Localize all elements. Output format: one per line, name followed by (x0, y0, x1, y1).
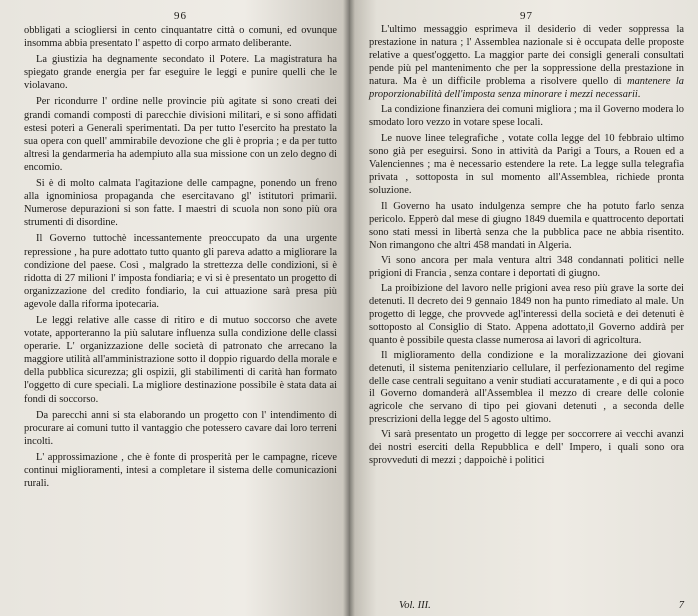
emphasized-text: mantenere la proporzionabilità dell'imposta senza minorare i mezzi necessarii (369, 75, 684, 100)
signature-mark: 7 (678, 599, 684, 611)
paragraph-text: L'ultimo messaggio esprimeva il desiderio di veder soppressa la prestazione in natura ; l' Assemblea nazionale si è occupata delle proposte relative a quest'oggetto. La maggior parte dei consigli generali consultati pende più pel mantenimento che per la soppressione della prestazione in natura. Ma è un difficile problema a risolvere quello di (369, 24, 684, 87)
volume-label: Vol. III. (399, 599, 431, 611)
right-page-body (369, 24, 684, 468)
paragraph: Si è di molto calmata l'agitazione delle campagne, ponendo un freno alla ignominiosa propaganda che esercitavano gl' istitutori primarii. Numerose depurazioni si son fatte. I maestri di scuola non sono più ora strumenti di disordine. (24, 178, 337, 229)
page-number-right: 97 (520, 10, 533, 22)
paragraph-text: . (637, 88, 641, 100)
paragraph: La proibizione del lavoro nelle prigioni avea reso più grave la sorte dei detenuti. Il decreto dei 9 gennaio 1849 non ha punto rimediato al male. Un progetto di legge, che provvede agl'interessi della società e dei detenuti è sottoposto al Consiglio di Stato. Appena adottato,il Governo addirà per quanto è possibile questa classe numerosa ai lavori di agricoltura. (369, 283, 684, 346)
paragraph: Da parecchi anni si sta elaborando un progetto con l' intendimento di procurare ai comuni tutto il vantaggio che potessero cavare dai loro terreni incolti. (24, 409, 337, 447)
page-footer (399, 599, 684, 612)
paragraph: L' approssimazione , che è fonte di prosperità per le campagne, riceve continui miglioramenti, intesi a completare il sistema delle comunicazioni rurali. (24, 451, 337, 490)
paragraph (369, 24, 684, 101)
paragraph: Vi sono ancora per mala ventura altri 348 condannati politici nelle prigioni di Francia , senza contare i deportati di giugno. (369, 255, 684, 280)
paragraph: Il Governo tuttochè incessantemente preoccupato da una urgente repressione , ha pure adottato tutto quanto gli pareva adatto a migliorare la condizione del paese. Così , malgrado la strettezza delle condizioni, si è ridotta di 27 milioni l' imposta fondiaria; e vi si è presentato un progetto di organizzazione del credito fondiario, la cui attuazione sarà presa più agevole dalla riforma ipotecaria. (24, 233, 337, 310)
paragraph: Le nuove linee telegrafiche , votate colla legge del 10 febbraio ultimo sono già per eseguirsi. Sono in attività da Parigi a Tours, a Rouen ed a Valenciennes ; ma è necessario estendere la rete. La legge sulla telegrafia privata , sottoposta in sul momento all'Assemblea, richiede pronta soluzione. (369, 133, 684, 196)
paragraph: Il miglioramento della condizione e la moralizzazione dei giovani detenuti, il sistema penitenziario cellulare, il perfezionamento del regime delle case centrali seguitano a venir studiati accuratamente , e di qui a poco il Governo domanderà all'Assemblea il mezzo di creare delle colonie agricole che servano di tipo pei giovani detenuti , a seconda delle prescrizioni della legge del 5 agosto ultimo. (369, 349, 684, 426)
left-page-body (24, 24, 337, 490)
paragraph: Per ricondurre l' ordine nelle provincie più agitate si sono creati dei grandi comandi composti di parecchie divisioni militari, e si sono affidati estesi poteri a Generali sperimentati. Da per tutto l'esercito ha prestato la sua opera con quell' ammirabile devozione che gli è propria ; e da per tutto altresì la gendarmeria ha adempiuto alla sua missione con un zelo degno di encomio. (24, 96, 337, 173)
right-page (349, 0, 698, 616)
paragraph: La giustizia ha degnamente secondato il Potere. La magistratura ha spiegato grande energia per far eseguire le leggi e punire quelli che le violavano. (24, 54, 337, 92)
paragraph: Vi sarà presentato un progetto di legge per soccorrere ai vecchi avanzi dei nostri eserciti della Repubblica e dell' Impero, i quali sono ora sprovveduti di mezzi ; dappoichè i politici (369, 429, 684, 466)
paragraph: Il Governo ha usato indulgenza sempre che ha potuto farlo senza pericolo. Epperò dal mese di giugno 1849 duemila e quattrocento deportati sono stati messi in libertà senza che la pubblica pace ne abbia risentito. Non rimangono che altri 458 mandati in Algeria. (369, 200, 684, 251)
paragraph: Le leggi relative alle casse di ritiro e di mutuo soccorso che avete votate, apporteranno la più salutare influenza sulla condizione delle classi operarie. L' organizzazione delle società di patronato che arrecano la maggiore utilità all'amministrazione sotto il doppio riguardo della morale e della pubblica sicurezza; gli ospizii, gli stabilimenti di carità han formato l'oggetto di cure speciali. La migliore destinazione possibile è stata data ai fondi di soccorso. (24, 314, 337, 405)
page-number-left: 96 (174, 10, 187, 22)
paragraph: obbligati a sciogliersi in cento cinquantatre città o comuni, ed ovunque insomma abbia presentato l' aspetto di corpo armato deliberante. (24, 25, 337, 50)
paragraph: La condizione finanziera dei comuni migliora ; ma il Governo modera lo smodato loro vezzo in votare spese locali. (369, 104, 684, 129)
